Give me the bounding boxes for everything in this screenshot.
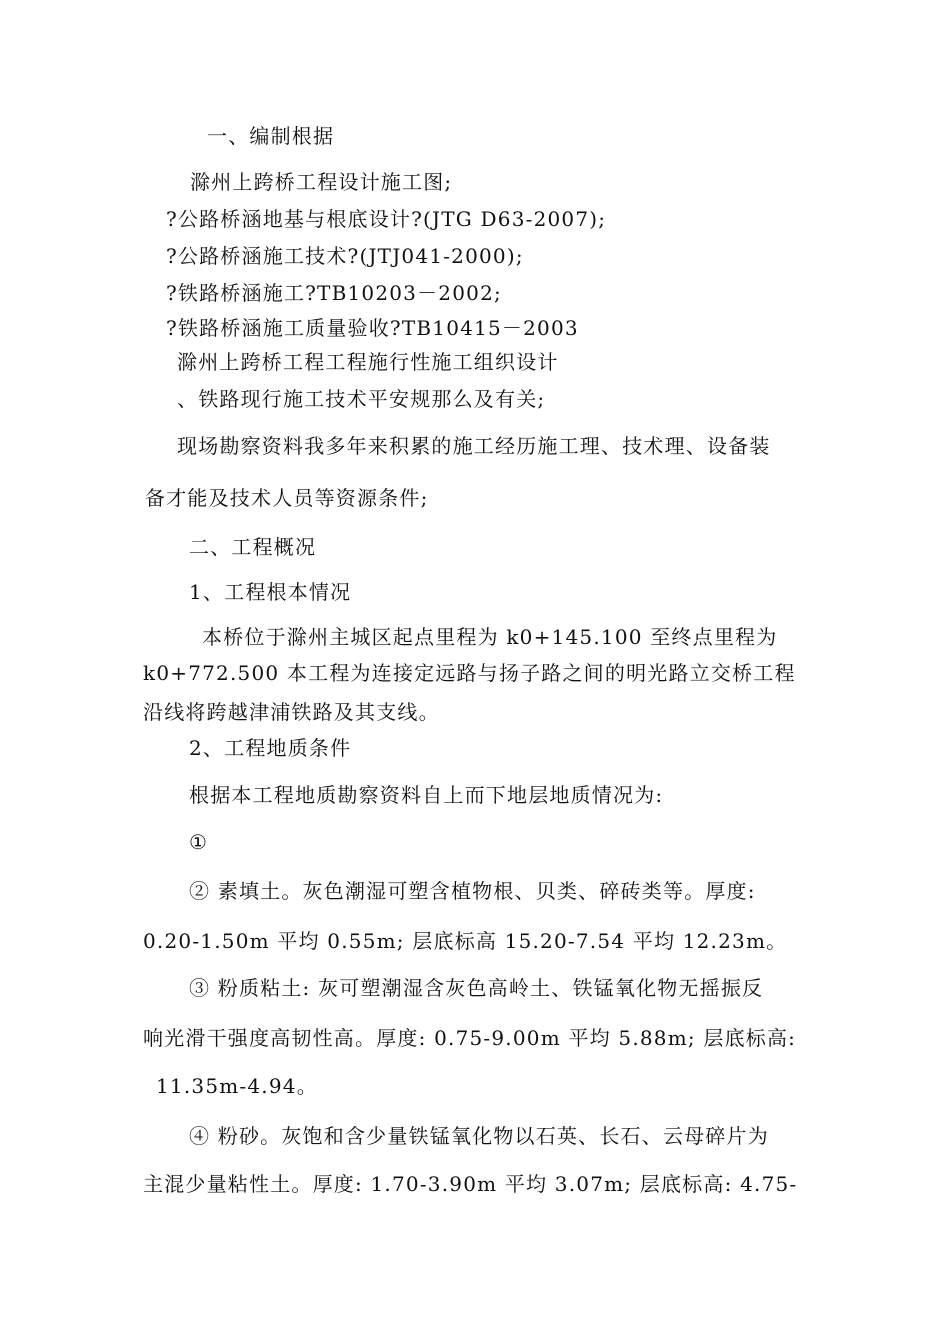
layer-description-line: ③ 粉质粘土: 灰可塑潮湿含灰色高岭土、铁锰氧化物无摇振反	[189, 976, 764, 1000]
layer-description-line: 11.35m-4.94。	[156, 1074, 318, 1098]
basis-item: 滁州上跨桥工程设计施工图;	[190, 170, 453, 194]
layer-description-line: 主混少量粘性土。厚度: 1.70-3.90m 平均 3.07m; 层底标高: 4.75-	[143, 1172, 798, 1196]
basis-item: 滁州上跨桥工程工程施行性施工组织设计	[177, 350, 559, 374]
basis-item: ?铁路桥涵施工?TB10203－2002;	[166, 281, 502, 305]
body-paragraph-line: 备才能及技术人员等资源条件;	[145, 486, 429, 510]
subheading-basic-situation: 1、工程根本情况	[189, 580, 352, 604]
body-paragraph-line: 沿线将跨越津浦铁路及其支线。	[143, 700, 440, 724]
subheading-geology: 2、工程地质条件	[189, 736, 352, 760]
layer-description-line: 响光滑干强度高韧性高。厚度: 0.75-9.00m 平均 5.88m; 层底标高:	[143, 1026, 797, 1050]
layer-marker: ①	[189, 830, 209, 854]
body-paragraph-line: k0+772.500 本工程为连接定远路与扬子路之间的明光路立交桥工程	[143, 661, 796, 685]
layer-description-line: ② 素填土。灰色潮湿可塑含植物根、贝类、碎砖类等。厚度:	[189, 879, 756, 903]
basis-item: ?公路桥涵施工技术?(JTJ041-2000);	[166, 244, 524, 268]
body-paragraph-line: 本桥位于滁州主城区起点里程为 k0+145.100 至终点里程为	[202, 625, 778, 649]
basis-item: 、铁路现行施工技术平安规那么及有关;	[177, 387, 546, 411]
layer-description-line: ④ 粉砂。灰饱和含少量铁锰氧化物以石英、长石、云母碎片为	[189, 1124, 769, 1148]
basis-item: ?铁路桥涵施工质量验收?TB10415－2003	[166, 316, 579, 340]
layer-description-line: 0.20-1.50m 平均 0.55m; 层底标高 15.20-7.54 平均 12.23m。	[143, 929, 788, 953]
heading-project-overview: 二、工程概况	[189, 535, 317, 559]
heading-compilation-basis: 一、编制根据	[207, 124, 335, 148]
basis-item: ?公路桥涵地基与根底设计?(JTG D63-2007);	[166, 207, 607, 231]
body-paragraph-line: 根据本工程地质勘察资料自上而下地层地质情况为:	[189, 783, 664, 807]
body-paragraph-line: 现场勘察资料我多年来积累的施工经历施工理、技术理、设备装	[177, 434, 771, 458]
